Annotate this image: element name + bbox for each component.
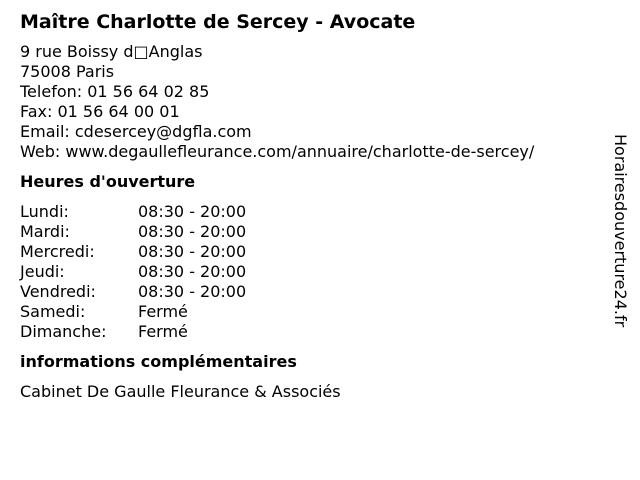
day-label: Samedi: (20, 302, 86, 321)
hours-row (20, 262, 600, 282)
day-hours: 08:30 - 20:00 (138, 282, 247, 301)
site-watermark: Horairesdouverture24.fr (611, 134, 630, 328)
day-hours: 08:30 - 20:00 (138, 222, 247, 241)
hours-row (20, 302, 600, 322)
page-title: Maître Charlotte de Sercey - Avocate (20, 11, 416, 33)
hours-row (20, 242, 600, 262)
info-heading: informations complémentaires (20, 352, 297, 371)
website-url: Web: www.degaullefleurance.com/annuaire/charlotte-de-sercey/ (20, 142, 535, 161)
email-address: Email: cdesercey@dgfla.com (20, 122, 252, 141)
day-hours: Fermé (138, 322, 188, 341)
day-hours: 08:30 - 20:00 (138, 242, 247, 261)
hours-table (20, 202, 600, 342)
address-street: 9 rue Boissy d□Anglas (20, 42, 203, 61)
day-label: Lundi: (20, 202, 69, 221)
day-hours: Fermé (138, 302, 188, 321)
hours-row (20, 222, 600, 242)
day-hours: 08:30 - 20:00 (138, 262, 247, 281)
info-text: Cabinet De Gaulle Fleurance & Associés (20, 382, 341, 401)
day-label: Mardi: (20, 222, 70, 241)
contact-block (20, 42, 600, 162)
day-label: Dimanche: (20, 322, 107, 341)
hours-row (20, 202, 600, 222)
day-label: Jeudi: (20, 262, 65, 281)
day-label: Vendredi: (20, 282, 96, 301)
business-card (20, 10, 600, 402)
address-city: 75008 Paris (20, 62, 115, 81)
phone-number: Telefon: 01 56 64 02 85 (20, 82, 210, 101)
hours-row (20, 282, 600, 302)
fax-number: Fax: 01 56 64 00 01 (20, 102, 180, 121)
day-label: Mercredi: (20, 242, 95, 261)
hours-row (20, 322, 600, 342)
day-hours: 08:30 - 20:00 (138, 202, 247, 221)
hours-heading: Heures d'ouverture (20, 172, 196, 191)
